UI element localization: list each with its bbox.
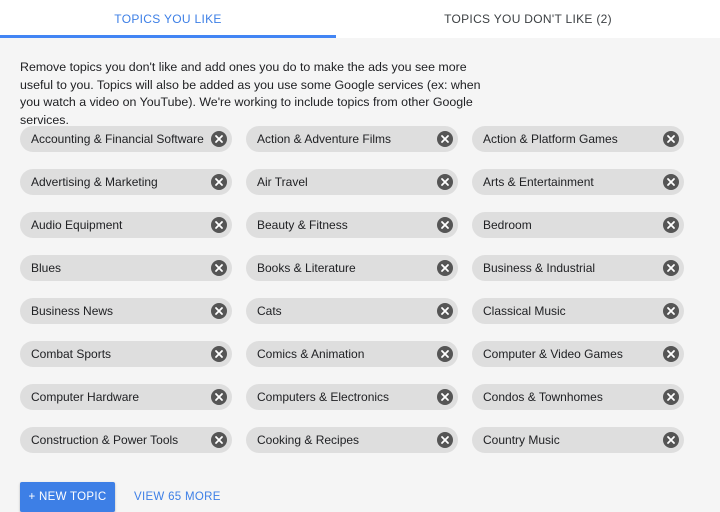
topic-chip-label: Classical Music <box>483 304 566 318</box>
remove-topic-icon[interactable] <box>211 389 227 405</box>
topic-chip-label: Advertising & Marketing <box>31 175 158 189</box>
description-text: Remove topics you don't like and add ones you do to make the ads you see more useful to you. Topics will also be added as you use some Google services (ex: when you watch a video on YouTube). We're working to include topics from other Google services. <box>20 60 481 127</box>
remove-topic-icon[interactable] <box>437 217 453 233</box>
topic-chip-label: Cooking & Recipes <box>257 433 360 447</box>
topic-chip <box>20 341 232 367</box>
remove-topic-icon[interactable] <box>211 131 227 147</box>
topic-chip <box>20 255 232 281</box>
topic-chip-label: Action & Platform Games <box>483 132 618 146</box>
topic-chip-label: Business & Industrial <box>483 261 596 275</box>
remove-topic-icon[interactable] <box>663 432 679 448</box>
remove-topic-icon[interactable] <box>211 346 227 362</box>
topic-chip-label: Books & Literature <box>257 261 356 275</box>
topic-chip-label: Blues <box>31 261 62 275</box>
topic-chip-label: Combat Sports <box>31 347 112 361</box>
topic-chip-label: Condos & Townhomes <box>483 390 603 404</box>
remove-topic-icon[interactable] <box>211 174 227 190</box>
topic-chip-label: Comics & Animation <box>257 347 365 361</box>
topic-chip <box>20 169 232 195</box>
topic-chip <box>20 384 232 410</box>
topic-chip <box>246 126 458 152</box>
remove-topic-icon[interactable] <box>437 131 453 147</box>
remove-topic-icon[interactable] <box>211 217 227 233</box>
topic-chip-label: Bedroom <box>483 218 532 232</box>
topic-chip-label: Computer & Video Games <box>483 347 623 361</box>
topic-chip-label: Accounting & Financial Software <box>31 132 204 146</box>
topic-chip <box>472 212 684 238</box>
remove-topic-icon[interactable] <box>663 260 679 276</box>
topic-chip-label: Audio Equipment <box>31 218 123 232</box>
remove-topic-icon[interactable] <box>663 303 679 319</box>
remove-topic-icon[interactable] <box>663 389 679 405</box>
topic-chip-label: Cats <box>257 304 282 318</box>
topic-chip <box>472 126 684 152</box>
topic-chip-label: Country Music <box>483 433 560 447</box>
topic-chip <box>246 341 458 367</box>
new-topic-button[interactable]: + NEW TOPIC <box>20 482 115 512</box>
topic-chip <box>472 255 684 281</box>
tab-topics-you-like[interactable]: TOPICS YOU LIKE <box>114 12 222 26</box>
topic-chip <box>472 384 684 410</box>
remove-topic-icon[interactable] <box>437 260 453 276</box>
topic-chip-label: Action & Adventure Films <box>257 132 392 146</box>
topic-chip-label: Construction & Power Tools <box>31 433 179 447</box>
remove-topic-icon[interactable] <box>663 131 679 147</box>
topic-chip-label: Beauty & Fitness <box>257 218 348 232</box>
topic-chip-label: Computers & Electronics <box>257 390 390 404</box>
remove-topic-icon[interactable] <box>437 303 453 319</box>
topic-chip <box>246 384 458 410</box>
topic-chip <box>246 427 458 453</box>
topic-chip <box>246 212 458 238</box>
topic-chip <box>472 169 684 195</box>
topic-chip <box>20 427 232 453</box>
tab-bar <box>0 0 720 38</box>
topic-chip-label: Computer Hardware <box>31 390 140 404</box>
remove-topic-icon[interactable] <box>663 217 679 233</box>
topics-panel <box>0 38 720 512</box>
topic-chip <box>20 298 232 324</box>
topic-chip <box>20 212 232 238</box>
remove-topic-icon[interactable] <box>663 346 679 362</box>
remove-topic-icon[interactable] <box>437 389 453 405</box>
view-more-link[interactable]: VIEW 65 MORE <box>134 491 221 503</box>
topic-chip-label: Arts & Entertainment <box>483 175 594 189</box>
remove-topic-icon[interactable] <box>437 432 453 448</box>
topic-chip <box>472 341 684 367</box>
tab-topics-you-dont-like[interactable]: TOPICS YOU DON'T LIKE (2) <box>444 12 612 26</box>
remove-topic-icon[interactable] <box>211 303 227 319</box>
topic-chip-label: Air Travel <box>257 175 308 189</box>
topic-chip <box>246 255 458 281</box>
topic-chip <box>472 427 684 453</box>
topic-chip <box>20 126 232 152</box>
remove-topic-icon[interactable] <box>663 174 679 190</box>
topic-chip <box>246 169 458 195</box>
remove-topic-icon[interactable] <box>211 260 227 276</box>
remove-topic-icon[interactable] <box>437 174 453 190</box>
remove-topic-icon[interactable] <box>437 346 453 362</box>
topic-chip <box>246 298 458 324</box>
topic-chip-label: Business News <box>31 304 114 318</box>
remove-topic-icon[interactable] <box>211 432 227 448</box>
topic-chip <box>472 298 684 324</box>
